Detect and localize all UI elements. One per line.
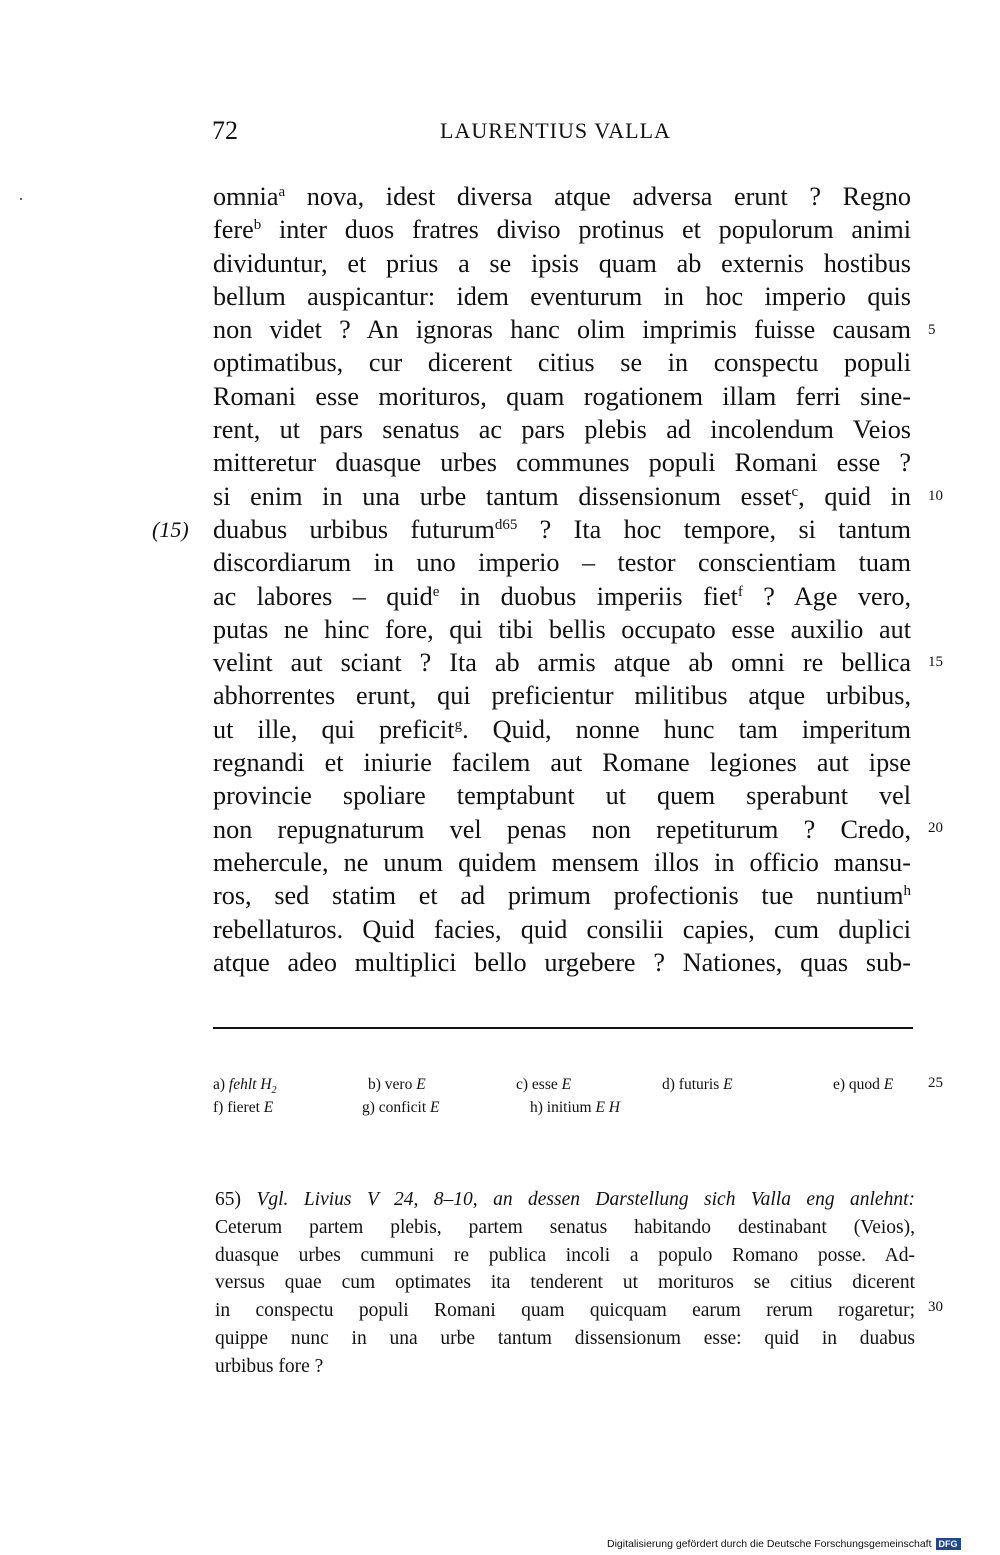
text-line: putas ne hinc fore, qui tibi bellis occupato esse auxilio aut <box>213 614 911 644</box>
footnote-line: quippe nunc in una urbe tantum dissensionum esse: quid in duabus <box>215 1327 915 1349</box>
text-line: non videt ? An ignoras hanc olim imprimis fuisse causam <box>213 315 911 345</box>
margin-note: (15) <box>152 517 189 542</box>
text-line: fere$^b$ inter duos fratres diviso protinus et populorum animi <box>213 215 911 245</box>
text-line: ac labores – quid$^e$ in duobus imperiis fiet$^f$ ? Age vero, <box>213 581 911 611</box>
text-line: rent, ut pars senatus ac pars plebis ad incolendum Veios <box>213 415 911 445</box>
footnote-line: 65) Vgl. Livius V 24, 8–10, an dessen Darstellung sich Valla eng anlehnt: <box>215 1189 915 1210</box>
apparatus-entry: e) quod E <box>833 1076 894 1093</box>
apparatus-entry: f) fieret E <box>213 1099 274 1116</box>
apparatus-entry: d) futuris E <box>662 1076 733 1093</box>
line-number: 10 <box>928 488 943 504</box>
footnote-line: duasque urbes cummuni re publica incoli a populo Romano posse. Ad- <box>215 1244 915 1266</box>
text-line: ros, sed statim et ad primum profectionis tue nuntium$^h$ <box>213 881 911 911</box>
text-line: mitteretur duasque urbes communes populi Romani esse ? <box>213 448 911 478</box>
text-line: abhorrentes erunt, qui preficientur militibus atque urbibus, <box>213 681 911 711</box>
text-line: Romani esse morituros, quam rogationem illam ferri sine- <box>213 381 911 411</box>
text-line: atque adeo multiplici bello urgebere ? Nationes, quas sub- <box>213 947 911 977</box>
text-line: non repugnaturum vel penas non repetiturum ? Credo, <box>213 814 911 844</box>
apparatus-entry: h) initium E H <box>530 1099 620 1116</box>
running-head: LAURENTIUS VALLA <box>440 118 671 143</box>
text-line: regnandi et iniurie facilem aut Romane legiones aut ipse <box>213 748 911 778</box>
text-line: omnia$^a$ nova, idest diversa atque adversa erunt ? Regno <box>213 182 911 211</box>
text-line: mehercule, ne unum quidem mensem illos in officio mansu- <box>213 847 911 877</box>
page-number: 72 <box>212 116 238 145</box>
footnote-line: urbibus fore ? <box>215 1355 324 1377</box>
footnote-line: versus quae cum optimates ita tenderent ut morituros se citius dicerent <box>215 1272 915 1294</box>
apparatus-entry: a) fehlt $H_2$ <box>213 1076 277 1097</box>
line-number: 30 <box>928 1299 943 1315</box>
apparatus-entry: g) conficit E <box>362 1099 440 1116</box>
main-text <box>213 180 911 979</box>
footnote-65 <box>215 1186 915 1381</box>
text-line: rebellaturos. Quid facies, quid consilii capies, cum duplici <box>213 914 911 944</box>
apparatus-entry: b) vero E <box>368 1076 426 1093</box>
scan-speck <box>20 198 22 200</box>
line-number: 20 <box>928 820 943 836</box>
footnote-line: Ceterum partem plebis, partem senatus habitando destinabant (Veios), <box>215 1216 915 1238</box>
funding-text: Digitalisierung gefördert durch die Deutsche Forschungsgemeinschaft <box>607 1538 932 1550</box>
text-line: ut ille, qui preficit$^g$. Quid, nonne hunc tam imperitum <box>213 714 911 744</box>
line-number: 5 <box>928 322 936 338</box>
footnote-line: in conspectu populi Romani quam quicquam earum rerum rogaretur; <box>215 1300 915 1322</box>
text-line: discordiarum in uno imperio – testor conscientiam tuam <box>213 548 911 578</box>
text-line: bellum auspicantur: idem eventurum in hoc imperio quis <box>213 281 911 311</box>
line-number: 25 <box>928 1075 943 1091</box>
text-line: provincie spoliare temptabunt ut quem sperabunt vel <box>213 781 911 811</box>
text-line: duabus urbibus futurum$^{d65}$ ? Ita hoc tempore, si tantum <box>213 514 911 544</box>
funding-footer <box>607 1538 961 1550</box>
footnote-rule <box>213 1027 913 1029</box>
text-line: dividuntur, et prius a se ipsis quam ab externis hostibus <box>213 248 911 278</box>
page-header <box>212 116 912 152</box>
text-line: velint aut sciant ? Ita ab armis atque ab omni re bellica <box>213 648 911 678</box>
text-line: optimatibus, cur dicerent citius se in conspectu populi <box>213 348 911 378</box>
line-number: 15 <box>928 654 943 670</box>
dfg-logo: DFG <box>936 1538 961 1550</box>
apparatus-entry: c) esse E <box>516 1076 572 1093</box>
text-line: si enim in una urbe tantum dissensionum esset$^c$, quid in <box>213 481 911 511</box>
